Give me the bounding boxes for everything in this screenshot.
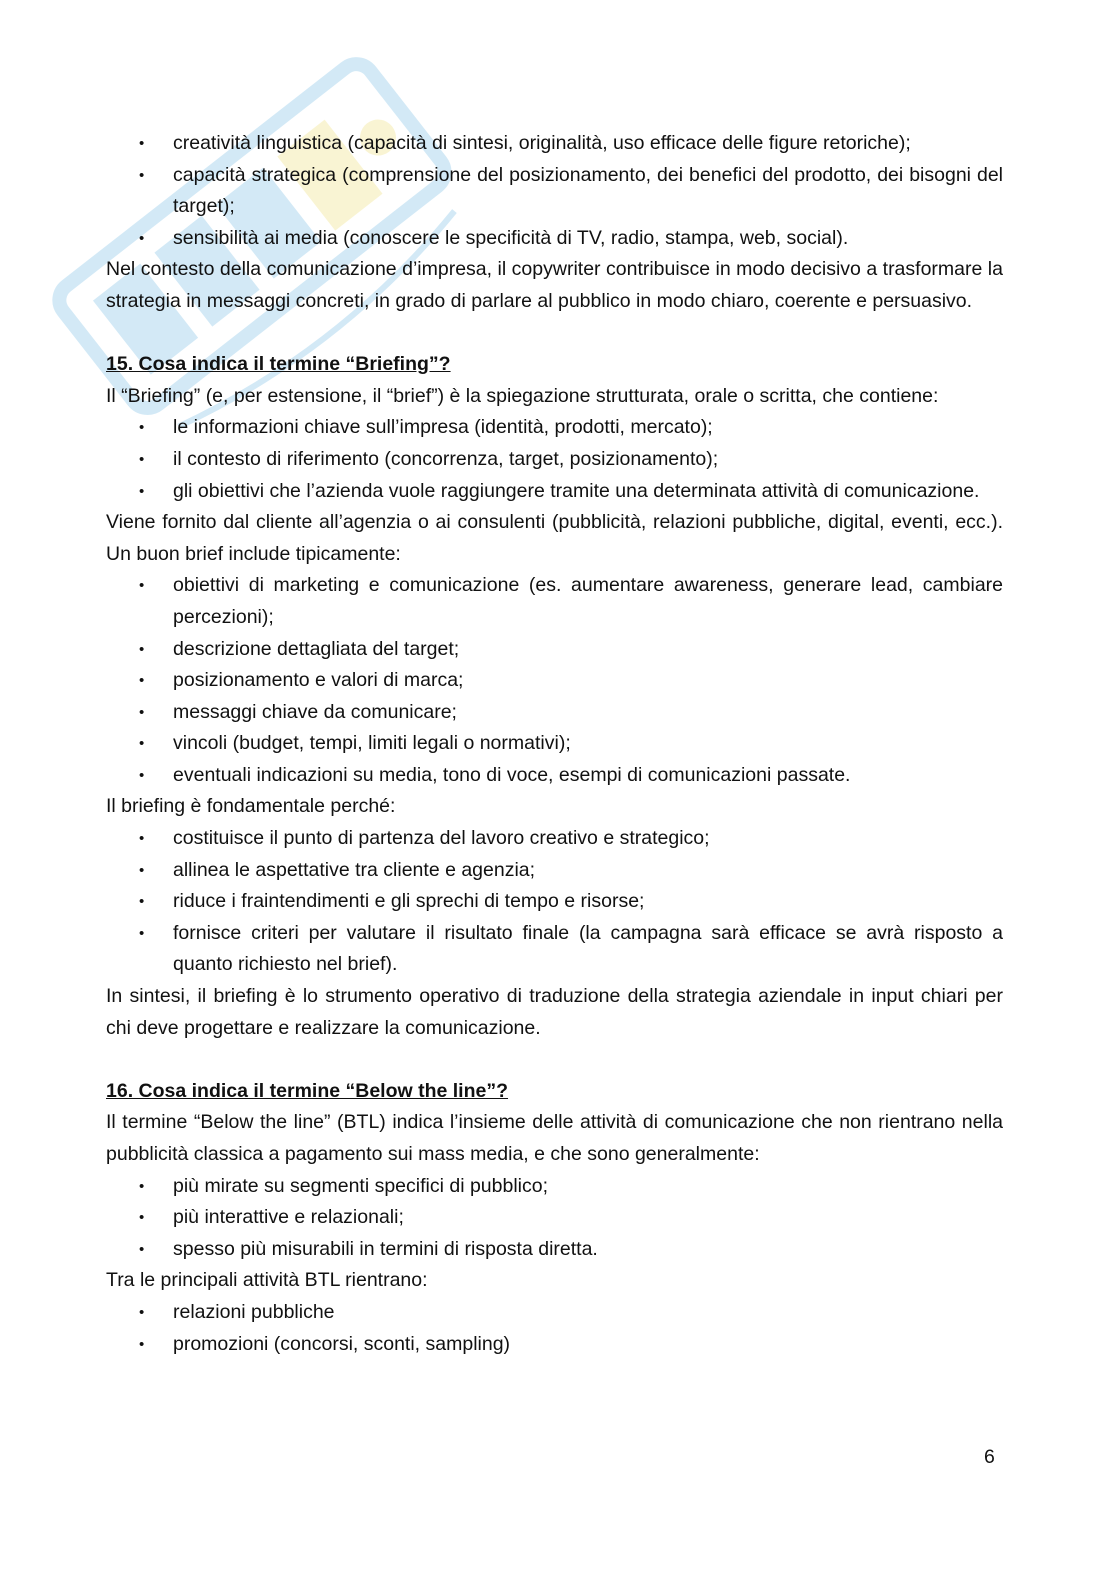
page-number: 6 (984, 1446, 995, 1468)
list-item: • promozioni (concorsi, sconti, sampling) (106, 1329, 1003, 1361)
list-item: • più interattive e relazionali; (106, 1202, 1003, 1234)
section-16-title: 16. Cosa indica il termine “Below the line”? (106, 1079, 509, 1102)
list-item: • relazioni pubbliche (106, 1297, 1003, 1329)
list-item: • più mirate su segmenti specifici di pubblico; (106, 1171, 1003, 1203)
section-15-list-1 (106, 412, 1003, 507)
list-item: • gli obiettivi che l’azienda vuole raggiungere tramite una determinata attività di comunicazione. (106, 476, 1003, 508)
list-item: • messaggi chiave da comunicare; (106, 697, 1003, 729)
list-item: • spesso più misurabili in termini di risposta diretta. (106, 1234, 1003, 1266)
list-item: • vincoli (budget, tempi, limiti legali o normativi); (106, 728, 1003, 760)
page-content (106, 128, 1003, 1360)
list-item: • descrizione dettagliata del target; (106, 634, 1003, 666)
section-15-paragraph: Il “Briefing” (e, per estensione, il “brief”) è la spiegazione strutturata, orale o scritta, che contiene: (106, 384, 939, 407)
section-15-list-2 (106, 570, 1003, 791)
list-item: • capacità strategica (comprensione del posizionamento, dei benefici del prodotto, dei bisogni del target); (106, 160, 1003, 223)
section-15-list-3 (106, 823, 1003, 981)
list-item: • creatività linguistica (capacità di sintesi, originalità, uso efficace delle figure retoriche); (106, 128, 1003, 160)
list-item: • obiettivi di marketing e comunicazione (es. aumentare awareness, generare lead, cambiare percezioni); (106, 570, 1003, 633)
section-15-paragraph: Viene fornito dal cliente all’agenzia o ai consulenti (pubblicità, relazioni pubbliche, digital, eventi, ecc.). Un buon brief include tipicamente: (106, 511, 1003, 565)
section-15-paragraph: Il briefing è fondamentale perché: (106, 795, 396, 818)
list-item: • sensibilità ai media (conoscere le specificità di TV, radio, stampa, web, social). (106, 223, 1003, 255)
list-item: • costituisce il punto di partenza del lavoro creativo e strategico; (106, 823, 1003, 855)
list-item: • posizionamento e valori di marca; (106, 665, 1003, 697)
section-16-paragraph: Tra le principali attività BTL rientrano: (106, 1269, 428, 1292)
section-15-paragraph: In sintesi, il briefing è lo strumento operativo di traduzione della strategia aziendale in input chiari per chi deve progettare e realizzare la comunicazione. (106, 985, 1003, 1039)
list-item: • riduce i fraintendimenti e gli sprechi di tempo e risorse; (106, 886, 1003, 918)
section-16-list-2 (106, 1297, 1003, 1360)
list-item: • il contesto di riferimento (concorrenza, target, posizionamento); (106, 444, 1003, 476)
section-16-paragraph: Il termine “Below the line” (BTL) indica l’insieme delle attività di comunicazione che non rientrano nella pubblicità classica a pagamento sui mass media, e che sono generalmente: (106, 1111, 1003, 1165)
list-item: • eventuali indicazioni su media, tono di voce, esempi di comunicazioni passate. (106, 760, 1003, 792)
intro-paragraph: Nel contesto della comunicazione d’impresa, il copywriter contribuisce in modo decisivo a trasformare la strategia in messaggi concreti, in grado di parlare al pubblico in modo chiaro, coerente e persuasivo. (106, 258, 1003, 312)
list-item: • allinea le aspettative tra cliente e agenzia; (106, 855, 1003, 887)
list-item: • le informazioni chiave sull’impresa (identità, prodotti, mercato); (106, 412, 1003, 444)
intro-list (106, 128, 1003, 254)
section-15-title: 15. Cosa indica il termine “Briefing”? (106, 353, 451, 376)
list-item: • fornisce criteri per valutare il risultato finale (la campagna sarà efficace se avrà risposto a quanto richiesto nel brief). (106, 918, 1003, 981)
section-16-list-1 (106, 1171, 1003, 1266)
